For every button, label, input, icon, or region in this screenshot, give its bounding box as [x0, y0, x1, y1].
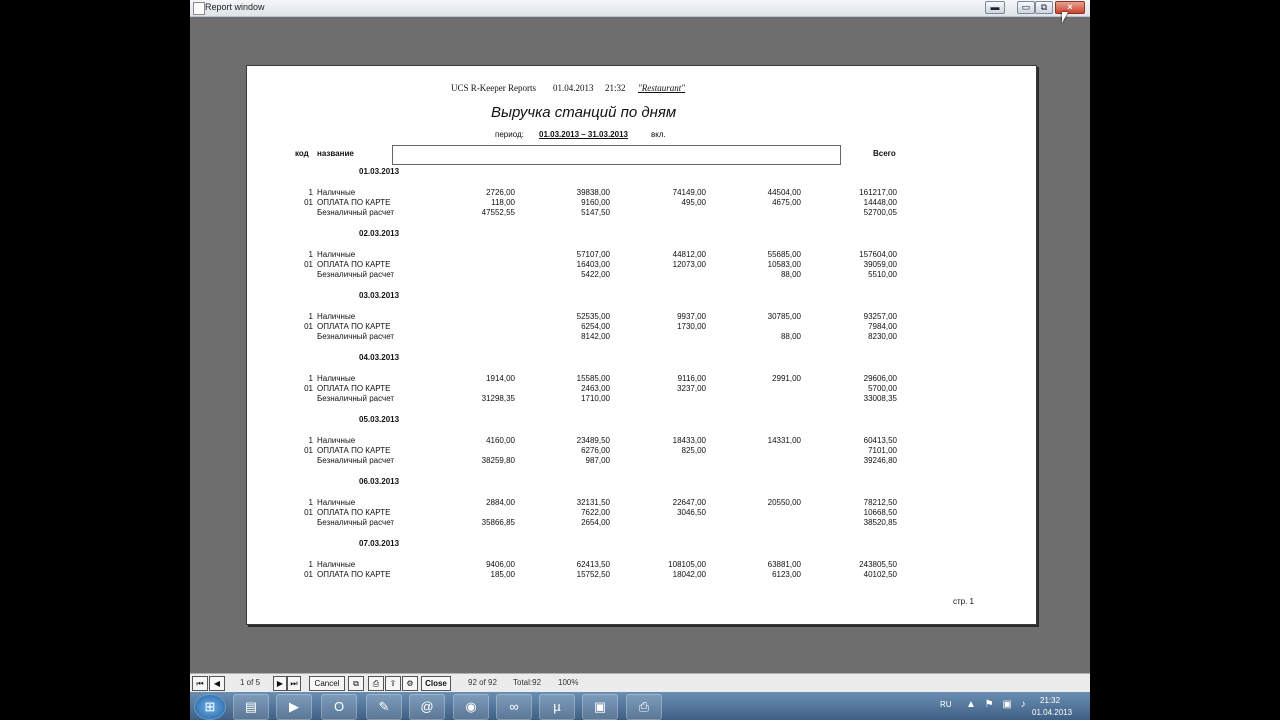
row-value-c2: 15585,00: [576, 374, 610, 383]
row-total: 161217,00: [859, 188, 897, 197]
maximize-icon: ▭: [1021, 2, 1031, 12]
utorrent-icon: µ: [553, 699, 561, 714]
row-name: ОПЛАТА ПО КАРТЕ: [317, 508, 391, 517]
report-company: UCS R-Keeper Reports: [451, 83, 536, 93]
last-page-button[interactable]: [287, 676, 301, 691]
row-name: Наличные: [317, 250, 356, 259]
cancel-button[interactable]: Cancel: [309, 676, 345, 691]
row-value-c3: 3237,00: [677, 384, 706, 393]
row-value-c4: 88,00: [780, 270, 801, 279]
row-value-c2: 23489,50: [576, 436, 610, 445]
taskbar-button[interactable]: [582, 694, 618, 720]
row-value-c2: 57107,00: [576, 250, 610, 259]
report-window: [190, 0, 1090, 720]
row-value-c1: 4160,00: [486, 436, 515, 445]
row-total: 5700,00: [868, 384, 897, 393]
period-value: 01.03.2013 – 31.03.2013: [539, 130, 628, 139]
row-value-c1: 31298,35: [481, 394, 515, 403]
row-value-c2: 6276,00: [581, 446, 610, 455]
remote-desktop-icon: ▣: [593, 699, 607, 714]
row-name: Наличные: [317, 312, 356, 321]
row-code: 01: [304, 446, 313, 455]
notepad-icon: ✎: [378, 699, 390, 714]
row-name: ОПЛАТА ПО КАРТЕ: [317, 570, 391, 579]
date-header: 05.03.2013: [359, 415, 400, 424]
row-value-c2: 7622,00: [581, 508, 610, 517]
row-code: 01: [304, 322, 313, 331]
visual-studio-icon: ∞: [509, 699, 519, 714]
row-code: 01: [304, 198, 313, 207]
close-report-button[interactable]: Close: [421, 676, 451, 691]
row-total: 60413,50: [863, 436, 897, 445]
row-value-c1: 9406,00: [486, 560, 515, 569]
row-value-c3: 22647,00: [672, 498, 706, 507]
chrome-icon: ◉: [465, 699, 477, 714]
date-header: 04.03.2013: [359, 353, 400, 362]
row-total: 5510,00: [868, 270, 897, 279]
report-date: 01.04.2013: [553, 83, 594, 93]
row-total: 157604,00: [859, 250, 897, 259]
row-code: 01: [304, 260, 313, 269]
row-name: Безналичный расчет: [317, 394, 395, 403]
row-total: 38520,85: [863, 518, 897, 527]
row-code: 01: [304, 384, 313, 393]
records-count: 92 of 92: [468, 678, 497, 687]
row-value-c1: 118,00: [491, 198, 515, 207]
report-toolbar: [190, 673, 1090, 693]
row-total: 78212,50: [863, 498, 897, 507]
records-total: Total:92: [513, 678, 542, 687]
row-value-c2: 8142,00: [581, 332, 610, 341]
row-total: 33008,35: [863, 394, 897, 403]
column-header-stations-box: [392, 145, 841, 165]
row-value-c2: 1710,00: [581, 394, 610, 403]
column-header-total: Всего: [873, 149, 896, 158]
explorer-folder-icon: ▤: [244, 699, 258, 714]
row-value-c2: 16403,00: [576, 260, 610, 269]
row-value-c4: 44504,00: [767, 188, 801, 197]
report-time: 21:32: [605, 83, 626, 93]
row-total: 52700,05: [863, 208, 897, 217]
row-code: 1: [308, 188, 313, 197]
row-value-c4: 88,00: [780, 332, 801, 341]
taskbar-button[interactable]: [366, 694, 402, 720]
row-name: Безналичный расчет: [317, 518, 395, 527]
close-window-button[interactable]: [1055, 1, 1085, 14]
row-name: Безналичный расчет: [317, 456, 395, 465]
date-header: 02.03.2013: [359, 229, 400, 238]
prev-page-icon: ◀: [213, 679, 221, 688]
window-title: Report window: [205, 2, 265, 12]
row-value-c4: 2991,00: [772, 374, 801, 383]
row-value-c1: 47552,55: [481, 208, 515, 217]
title-bar[interactable]: [190, 0, 1090, 17]
taskbar-button[interactable]: [276, 694, 312, 720]
row-value-c3: 495,00: [681, 198, 706, 207]
maximize-button[interactable]: [1017, 1, 1035, 14]
row-value-c2: 52535,00: [576, 312, 610, 321]
row-code: 01: [304, 570, 313, 579]
taskbar-button[interactable]: [321, 694, 357, 720]
row-name: Безналичный расчет: [317, 270, 395, 279]
date-header: 03.03.2013: [359, 291, 400, 300]
row-total: 14448,00: [863, 198, 897, 207]
page-setup-icon: ⚙: [406, 679, 414, 688]
next-page-icon: ▶: [276, 679, 284, 688]
first-page-icon: ⏮: [196, 679, 204, 688]
row-value-c2: 15752,50: [576, 570, 610, 579]
row-value-c4: 30785,00: [767, 312, 801, 321]
row-value-c4: 10583,00: [767, 260, 801, 269]
next-page-button[interactable]: [273, 676, 287, 691]
row-code: 1: [308, 374, 313, 383]
row-code: 1: [308, 312, 313, 321]
page-indicator: 1 of 5: [240, 678, 261, 687]
opera-icon: O: [333, 699, 345, 714]
row-total: 39246,80: [863, 456, 897, 465]
minimize-button[interactable]: [985, 1, 1005, 14]
row-value-c3: 74149,00: [672, 188, 706, 197]
row-value-c3: 18042,00: [672, 570, 706, 579]
row-value-c1: 1914,00: [486, 374, 515, 383]
row-value-c4: 63881,00: [767, 560, 801, 569]
windows-taskbar: [190, 692, 1090, 720]
row-total: 7984,00: [868, 322, 897, 331]
row-value-c2: 2654,00: [581, 518, 610, 527]
column-header-name: название: [317, 149, 354, 158]
row-code: 1: [308, 250, 313, 259]
report-restaurant: "Restaurant": [638, 83, 686, 93]
row-total: 8230,00: [868, 332, 897, 341]
row-total: 93257,00: [863, 312, 897, 321]
row-code: 1: [308, 560, 313, 569]
period-label: период:: [495, 130, 524, 139]
zoom-level: 100%: [558, 678, 579, 687]
row-value-c2: 62413,50: [576, 560, 610, 569]
export-icon: ⇪: [389, 679, 397, 688]
row-value-c4: 4675,00: [772, 198, 801, 207]
row-code: 01: [304, 508, 313, 517]
windows-start-icon: ⊞: [204, 699, 216, 714]
app-icon: [193, 2, 205, 15]
report-page: [246, 65, 1037, 625]
first-page-button[interactable]: [192, 676, 208, 691]
row-value-c4: 14331,00: [767, 436, 801, 445]
row-name: ОПЛАТА ПО КАРТЕ: [317, 322, 391, 331]
print-button[interactable]: [368, 676, 384, 691]
row-total: 7101,00: [868, 446, 897, 455]
row-value-c4: 55685,00: [767, 250, 801, 259]
row-value-c3: 108105,00: [668, 560, 706, 569]
row-value-c1: 2726,00: [486, 188, 515, 197]
mail-icon: @: [420, 699, 434, 714]
print-icon: ⎙: [372, 679, 380, 688]
row-value-c3: 1730,00: [677, 322, 706, 331]
row-name: ОПЛАТА ПО КАРТЕ: [317, 260, 391, 269]
row-value-c1: 185,00: [490, 570, 515, 579]
row-code: 1: [308, 436, 313, 445]
page-setup-button[interactable]: [402, 676, 418, 691]
restore-button[interactable]: [1035, 1, 1053, 14]
row-value-c3: 18433,00: [672, 436, 706, 445]
row-name: ОПЛАТА ПО КАРТЕ: [317, 446, 391, 455]
date-header: 06.03.2013: [359, 477, 400, 486]
row-name: Наличные: [317, 436, 356, 445]
row-name: Наличные: [317, 498, 356, 507]
printer-icon: ⎙: [638, 699, 650, 714]
report-title: Выручка станций по дням: [491, 104, 677, 121]
media-player-icon: ▶: [289, 699, 299, 714]
clock-time[interactable]: 21:32: [1040, 696, 1061, 705]
row-code: 1: [308, 498, 313, 507]
row-value-c1: 2884,00: [486, 498, 515, 507]
row-value-c4: 6123,00: [772, 570, 801, 579]
row-total: 29606,00: [863, 374, 897, 383]
row-total: 40102,50: [863, 570, 897, 579]
row-name: ОПЛАТА ПО КАРТЕ: [317, 384, 391, 393]
taskbar-button[interactable]: [539, 694, 575, 720]
row-value-c3: 3046,50: [677, 508, 706, 517]
clock-date[interactable]: 01.04.2013: [1032, 708, 1073, 717]
row-name: Наличные: [317, 188, 356, 197]
row-value-c2: 39838,00: [576, 188, 610, 197]
row-value-c2: 5422,00: [581, 270, 610, 279]
last-page-icon: ⏭: [290, 679, 298, 688]
row-name: ОПЛАТА ПО КАРТЕ: [317, 198, 391, 207]
date-header: 01.03.2013: [359, 167, 400, 176]
language-indicator[interactable]: RU: [940, 700, 952, 709]
taskbar-button[interactable]: [409, 694, 445, 720]
row-name: Безналичный расчет: [317, 332, 395, 341]
copy-button[interactable]: [348, 676, 364, 691]
restore-icon: ⧉: [1040, 2, 1048, 12]
taskbar-button[interactable]: [453, 694, 489, 720]
date-header: 07.03.2013: [359, 539, 400, 548]
taskbar-button[interactable]: [233, 694, 269, 720]
column-header-code: код: [295, 149, 309, 158]
row-name: Наличные: [317, 374, 356, 383]
tray-icons[interactable]: ▲ ⚑ ▣ ♪: [966, 699, 1029, 710]
row-value-c3: 9116,00: [677, 374, 706, 383]
mouse-cursor: [1062, 12, 1068, 23]
row-value-c2: 32131,50: [576, 498, 610, 507]
row-value-c2: 6254,00: [581, 322, 610, 331]
row-total: 39059,00: [863, 260, 897, 269]
taskbar-button[interactable]: [626, 694, 662, 720]
row-value-c2: 987,00: [585, 456, 610, 465]
row-value-c3: 825,00: [681, 446, 706, 455]
row-value-c4: 20550,00: [767, 498, 801, 507]
row-value-c2: 9160,00: [581, 198, 610, 207]
period-inclusive: вкл.: [651, 130, 666, 139]
row-name: Наличные: [317, 560, 356, 569]
row-value-c3: 12073,00: [672, 260, 706, 269]
row-value-c2: 5147,50: [581, 208, 610, 217]
export-button[interactable]: [385, 676, 401, 691]
row-value-c3: 9937,00: [677, 312, 706, 321]
row-value-c2: 2463,00: [581, 384, 610, 393]
row-total: 10668,50: [863, 508, 897, 517]
prev-page-button[interactable]: [209, 676, 225, 691]
row-total: 243805,50: [859, 560, 897, 569]
row-value-c1: 35866,85: [481, 518, 515, 527]
row-value-c3: 44812,00: [672, 250, 706, 259]
start-button[interactable]: [194, 694, 226, 720]
page-number: стр. 1: [953, 597, 975, 606]
copy-icon: ⧉: [353, 679, 359, 688]
row-name: Безналичный расчет: [317, 208, 395, 217]
taskbar-button[interactable]: [496, 694, 532, 720]
minimize-icon: ▬: [990, 2, 1000, 12]
close-icon: ×: [1067, 2, 1073, 12]
row-value-c1: 38259,80: [481, 456, 515, 465]
